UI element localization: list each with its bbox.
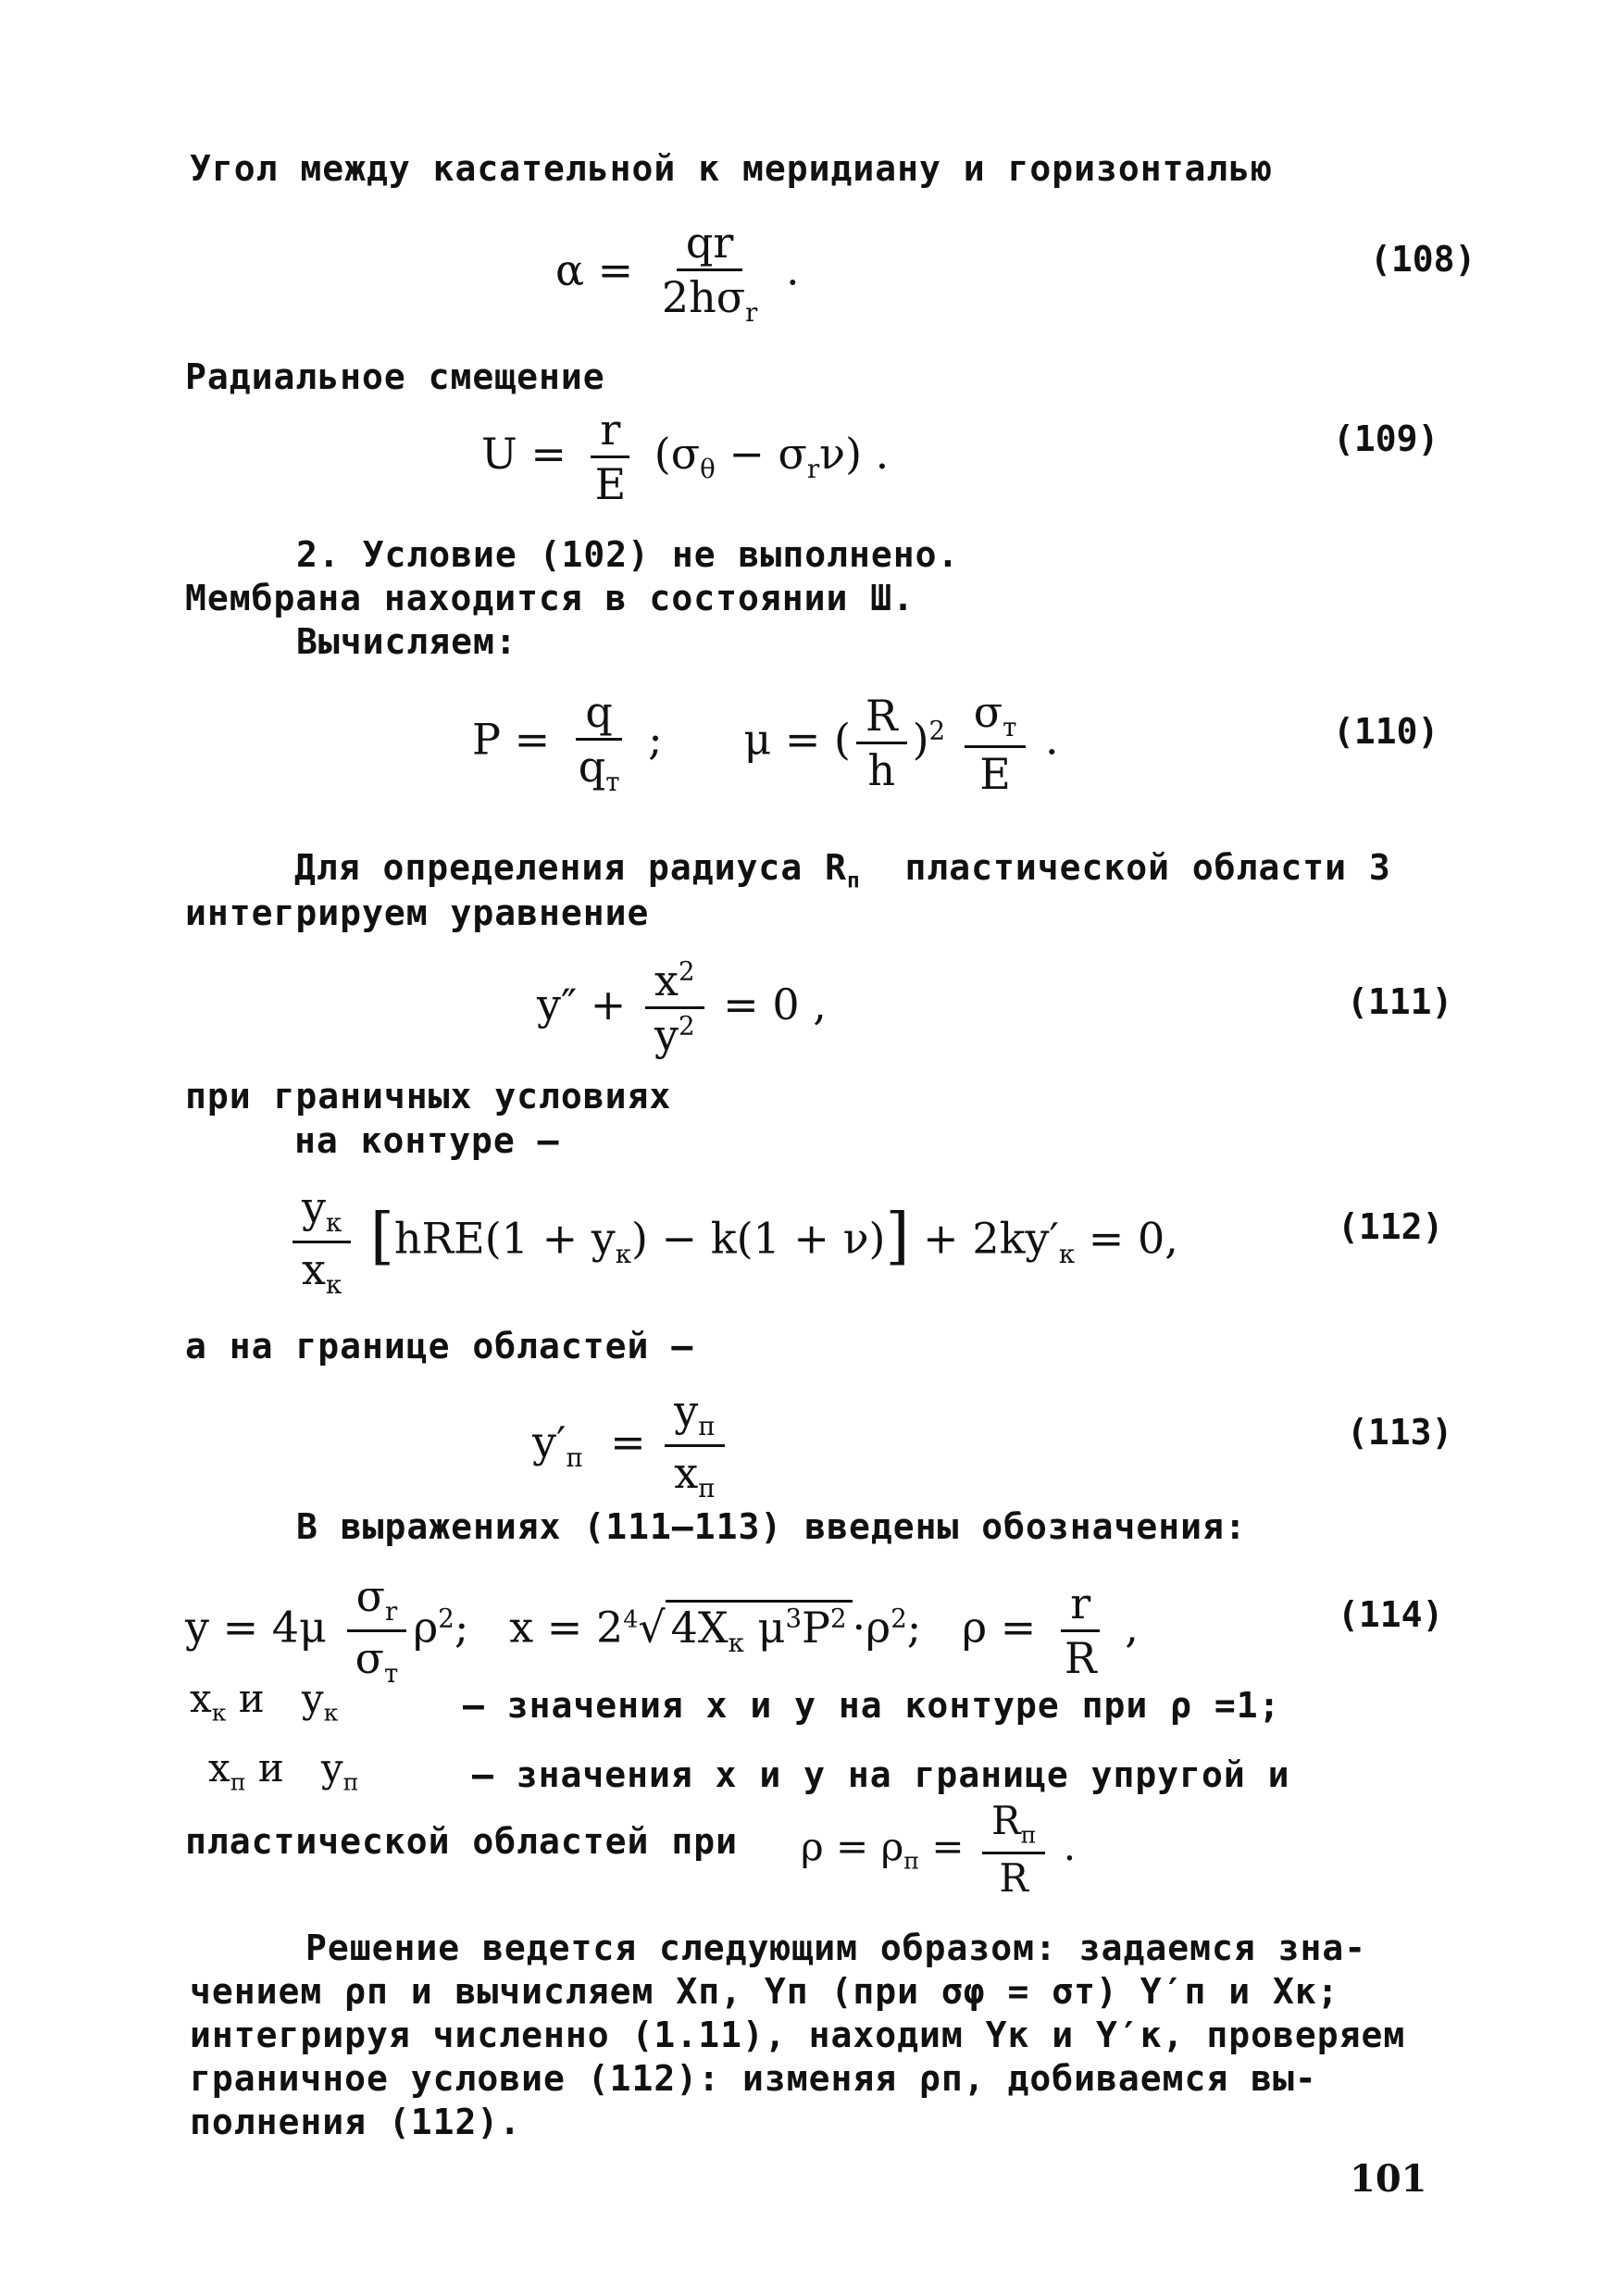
text-line-11: В выражениях (111–113) введены обозначения:: [296, 1506, 1247, 1547]
equation-113: $y'_п$ = $\frac{y_п}{x_п}$: [532, 1389, 730, 1503]
text-line-4: Мембрана находится в состоянии Ш.: [185, 578, 915, 618]
text-line-9: на контуре –: [294, 1120, 560, 1161]
equation-number-113: (113): [1347, 1412, 1453, 1453]
text-line-12: – значения x и y на контуре при ρ =1;: [463, 1685, 1281, 1726]
equation-112: $\frac{y_к}{x_к}$ $[hRE(1 + y_к) - k(1 + \nu)] + 2ky'_к = 0$,: [287, 1185, 1178, 1299]
equation-number-112: (112): [1338, 1206, 1444, 1247]
text-line-1: Угол между касательной к меридиану и горизонталью: [190, 148, 1274, 189]
paragraph-line-2: чением ρп и вычисляем Xп, Yп (при σφ = σт) Y′п и Xк;: [190, 1971, 1339, 2012]
equation-108: α = $\frac{qr}{2h\sigma_r}$ .: [555, 218, 800, 329]
text-line-13-symbols: $x_п$ и $y_п$: [208, 1745, 359, 1796]
text-line-3: 2. Условие (102) не выполнено.: [296, 534, 960, 575]
text-line-7: интегрируем уравнение: [185, 892, 650, 933]
paragraph-line-5: полнения (112).: [190, 2102, 522, 2142]
text-line-10: а на границе областей –: [185, 1326, 694, 1366]
equation-114: y = 4μ $\frac{\sigma_r}{\sigma_т}$ $\rho^2$; $x = 2^4√$ $4X_к$ $\mu^3P^2 \cdot\rho^2$; ρ = $\frac{r}{R}$ ,: [185, 1571, 1139, 1690]
equation-number-108: (108): [1370, 239, 1476, 280]
paragraph-line-4: граничное условие (112): изменяя ρп, добиваемся вы-: [190, 2058, 1317, 2099]
text-line-12-symbols: $x_к$ и $y_к$: [190, 1676, 339, 1727]
text-line-6-sub: п: [846, 868, 861, 893]
paragraph-line-3: интегрируя численно (1.11), находим Yк и Y′к, проверяем: [190, 2015, 1406, 2055]
equation-rho-p: $\rho = \rho_п$ = $\frac{R_п}{R}$ .: [801, 1798, 1077, 1901]
page-number: 101: [1350, 2157, 1427, 2201]
equation-111: y″ + $\frac{x^2}{y^2}$ = 0 ,: [537, 955, 827, 1061]
text-line-14: пластической областей при: [185, 1821, 738, 1862]
equation-number-111: (111): [1347, 981, 1453, 1022]
text-line-6-start: Для определения радиуса R: [294, 847, 847, 888]
equation-number-110: (110): [1333, 711, 1439, 752]
equation-number-109: (109): [1333, 418, 1439, 459]
equation-110: P = $\frac{q}{q_т}$ ; μ = ( $\frac{R}{h}$ )$^2$ $\frac{\sigma_т}{E}$ .: [472, 687, 1059, 800]
equation-109: U = $\frac{r}{E}$ $(\sigma_\theta - \sigma_r\nu)$ .: [481, 405, 890, 510]
paragraph-line-1: Решение ведется следующим образом: задаемся зна-: [305, 1928, 1367, 1968]
text-line-8: при граничных условиях: [185, 1076, 672, 1117]
text-line-13: – значения x и y на границе упругой и: [472, 1754, 1290, 1795]
equation-number-114: (114): [1338, 1594, 1444, 1635]
text-line-6-end: пластической области 3: [904, 847, 1391, 888]
text-line-5: Вычисляем:: [296, 621, 517, 662]
text-line-2: Радиальное смещение: [185, 356, 605, 397]
